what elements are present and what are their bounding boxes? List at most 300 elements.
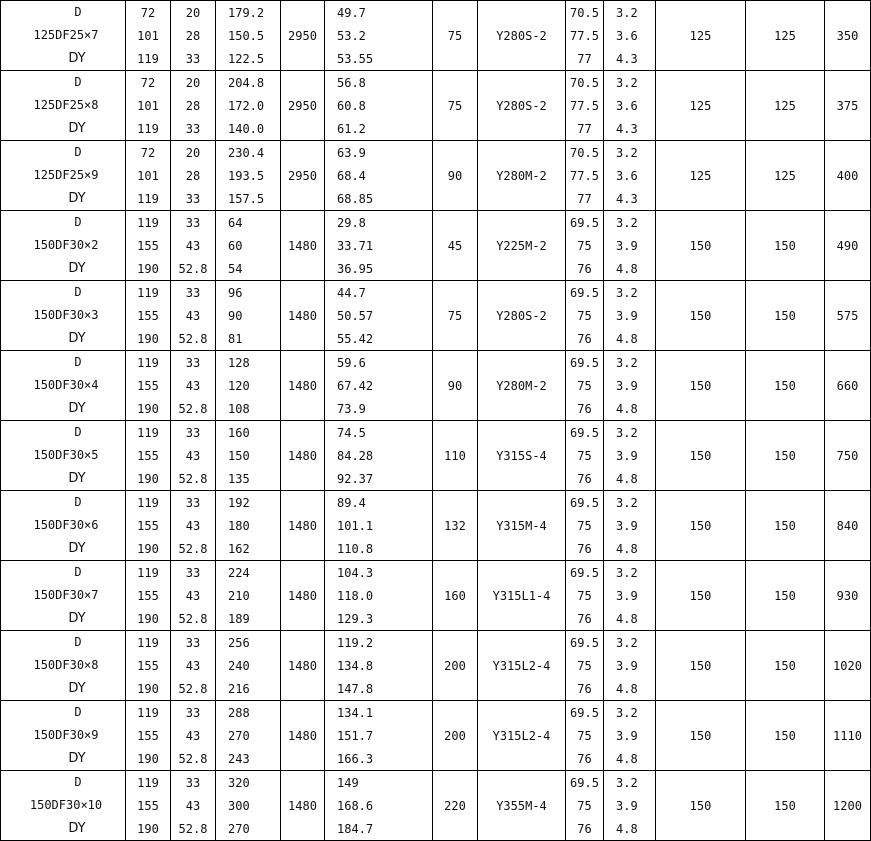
- model-cell: [1, 141, 126, 211]
- motor-power-cell: 90: [433, 141, 478, 211]
- inlet-diameter-cell: 150: [656, 421, 746, 491]
- npsh-cell-value: 3.2: [616, 495, 638, 510]
- motor-power-cell: 45: [433, 211, 478, 281]
- efficiency-cell-value: 75: [577, 658, 592, 673]
- motor-power-cell: 75: [433, 71, 478, 141]
- npsh-cell-value: 3.2: [616, 635, 638, 650]
- flow-ls-cell-value: 33: [185, 705, 201, 720]
- npsh-cell-value: 3.9: [616, 448, 638, 463]
- table-row: [1, 631, 871, 701]
- shaft-power-cell-value: 92.37: [337, 471, 374, 486]
- head-cell-value: 64: [228, 215, 243, 230]
- shaft-power-cell-value: 119.2: [337, 635, 374, 650]
- speed-cell: 2950: [281, 71, 325, 141]
- speed-cell: 1480: [281, 561, 325, 631]
- npsh-cell-value: 3.2: [616, 705, 638, 720]
- shaft-power-cell-value: 74.5: [337, 425, 366, 440]
- speed-cell: 1480: [281, 771, 325, 841]
- efficiency-cell-value: 76: [577, 331, 592, 346]
- flow-m3h-cell: [126, 1, 171, 71]
- head-cell: [216, 1, 281, 71]
- flow-m3h-cell-value: 190: [137, 751, 159, 766]
- flow-m3h-cell: [126, 491, 171, 561]
- inlet-diameter-cell: 150: [656, 701, 746, 771]
- motor-power-cell: 200: [433, 631, 478, 701]
- head-cell: [216, 71, 281, 141]
- flow-ls-cell-value: 52.8: [178, 611, 208, 626]
- head-cell-value: 81: [228, 331, 243, 346]
- model-cell: [1, 421, 126, 491]
- flow-m3h-cell: [126, 701, 171, 771]
- shaft-power-cell-value: 147.8: [337, 681, 374, 696]
- flow-m3h-cell-value: 101: [137, 28, 159, 43]
- efficiency-cell: [566, 421, 604, 491]
- head-cell: [216, 211, 281, 281]
- efficiency-cell: [566, 771, 604, 841]
- npsh-cell-value: 3.9: [616, 728, 638, 743]
- flow-ls-cell: [171, 631, 216, 701]
- head-cell: [216, 701, 281, 771]
- flow-m3h-cell-value: 155: [137, 378, 159, 393]
- flow-m3h-cell-value: 190: [137, 401, 159, 416]
- efficiency-cell: [566, 211, 604, 281]
- model-cell: [1, 71, 126, 141]
- shaft-power-cell-value: 134.1: [337, 705, 374, 720]
- head-cell-value: 96: [228, 285, 243, 300]
- model-cell-value: D: [74, 355, 82, 370]
- weight-cell: 1200: [825, 771, 871, 841]
- flow-m3h-cell-value: 119: [137, 425, 159, 440]
- motor-power-cell: 75: [433, 281, 478, 351]
- flow-ls-cell-value: 20: [185, 75, 201, 90]
- flow-m3h-cell-value: 155: [137, 728, 159, 743]
- npsh-cell-value: 3.9: [616, 378, 638, 393]
- efficiency-cell: [566, 631, 604, 701]
- npsh-cell-value: 4.8: [616, 541, 638, 556]
- efficiency-cell-value: 75: [577, 238, 592, 253]
- model-cell-value: D: [74, 215, 82, 230]
- efficiency-cell-value: 75: [577, 728, 592, 743]
- flow-ls-cell-value: 52.8: [178, 821, 208, 836]
- head-cell-value: 162: [228, 541, 250, 556]
- table-row: [1, 1, 871, 71]
- npsh-cell-value: 3.9: [616, 308, 638, 323]
- npsh-cell-value: 3.2: [616, 145, 638, 160]
- shaft-power-cell-value: 89.4: [337, 495, 366, 510]
- flow-ls-cell: [171, 491, 216, 561]
- flow-ls-cell-value: 43: [185, 798, 201, 813]
- table-row: [1, 421, 871, 491]
- shaft-power-cell: [325, 1, 433, 71]
- flow-m3h-cell-value: 119: [137, 121, 159, 136]
- model-cell-value: D: [74, 145, 82, 160]
- flow-m3h-cell-value: 119: [137, 495, 159, 510]
- shaft-power-cell-value: 84.28: [337, 448, 374, 463]
- shaft-power-cell-value: 56.8: [337, 75, 366, 90]
- shaft-power-cell-value: 36.95: [337, 261, 374, 276]
- model-cell: [1, 491, 126, 561]
- speed-cell: 1480: [281, 421, 325, 491]
- model-cell-value: DY: [68, 330, 86, 346]
- flow-ls-cell: [171, 421, 216, 491]
- flow-m3h-cell-value: 119: [137, 565, 159, 580]
- npsh-cell-value: 3.6: [616, 98, 638, 113]
- inlet-diameter-cell: 150: [656, 281, 746, 351]
- flow-m3h-cell-value: 190: [137, 261, 159, 276]
- outlet-diameter-cell: 150: [746, 771, 825, 841]
- efficiency-cell-value: 70.5: [570, 5, 599, 20]
- flow-ls-cell: [171, 211, 216, 281]
- npsh-cell-value: 4.8: [616, 261, 638, 276]
- efficiency-cell-value: 77: [577, 121, 592, 136]
- flow-ls-cell: [171, 281, 216, 351]
- flow-ls-cell: [171, 141, 216, 211]
- model-cell-value: 150DF30×2: [33, 237, 99, 252]
- flow-ls-cell-value: 43: [185, 378, 201, 393]
- efficiency-cell-value: 69.5: [570, 565, 599, 580]
- motor-model-cell: Y315L2-4: [478, 631, 566, 701]
- flow-m3h-cell-value: 155: [137, 308, 159, 323]
- outlet-diameter-cell: 150: [746, 491, 825, 561]
- motor-model-cell: Y280S-2: [478, 1, 566, 71]
- shaft-power-cell-value: 118.0: [337, 588, 374, 603]
- npsh-cell: [604, 211, 656, 281]
- shaft-power-cell-value: 59.6: [337, 355, 366, 370]
- flow-ls-cell-value: 52.8: [178, 471, 208, 486]
- shaft-power-cell-value: 55.42: [337, 331, 374, 346]
- speed-cell: 1480: [281, 351, 325, 421]
- head-cell: [216, 281, 281, 351]
- outlet-diameter-cell: 150: [746, 631, 825, 701]
- flow-ls-cell-value: 33: [185, 51, 201, 66]
- shaft-power-cell-value: 53.2: [337, 28, 366, 43]
- shaft-power-cell: [325, 491, 433, 561]
- model-cell-value: 150DF30×3: [33, 307, 99, 322]
- flow-ls-cell: [171, 771, 216, 841]
- npsh-cell-value: 3.2: [616, 215, 638, 230]
- outlet-diameter-cell: 125: [746, 71, 825, 141]
- flow-m3h-cell-value: 119: [137, 705, 159, 720]
- model-cell-value: D: [74, 495, 82, 510]
- efficiency-cell-value: 76: [577, 611, 592, 626]
- flow-ls-cell-value: 33: [185, 425, 201, 440]
- motor-power-cell: 200: [433, 701, 478, 771]
- efficiency-cell-value: 75: [577, 378, 592, 393]
- flow-m3h-cell: [126, 561, 171, 631]
- flow-ls-cell-value: 33: [185, 121, 201, 136]
- shaft-power-cell-value: 67.42: [337, 378, 374, 393]
- model-cell: [1, 211, 126, 281]
- motor-model-cell: Y280M-2: [478, 351, 566, 421]
- npsh-cell-value: 3.2: [616, 355, 638, 370]
- shaft-power-cell-value: 60.8: [337, 98, 366, 113]
- shaft-power-cell-value: 33.71: [337, 238, 374, 253]
- weight-cell: 750: [825, 421, 871, 491]
- npsh-cell-value: 4.8: [616, 401, 638, 416]
- efficiency-cell-value: 69.5: [570, 425, 599, 440]
- flow-m3h-cell-value: 101: [137, 168, 159, 183]
- weight-cell: 660: [825, 351, 871, 421]
- flow-ls-cell-value: 33: [185, 191, 201, 206]
- head-cell-value: 150.5: [228, 28, 265, 43]
- npsh-cell-value: 3.6: [616, 28, 638, 43]
- efficiency-cell-value: 70.5: [570, 145, 599, 160]
- npsh-cell-value: 4.8: [616, 751, 638, 766]
- model-cell-value: 150DF30×5: [33, 447, 99, 462]
- flow-m3h-cell: [126, 211, 171, 281]
- flow-ls-cell-value: 43: [185, 588, 201, 603]
- npsh-cell-value: 3.2: [616, 75, 638, 90]
- motor-model-cell: Y280M-2: [478, 141, 566, 211]
- inlet-diameter-cell: 125: [656, 141, 746, 211]
- shaft-power-cell: [325, 701, 433, 771]
- npsh-cell-value: 3.9: [616, 588, 638, 603]
- shaft-power-cell: [325, 281, 433, 351]
- weight-cell: 490: [825, 211, 871, 281]
- flow-ls-cell-value: 43: [185, 448, 201, 463]
- model-cell-value: DY: [68, 820, 86, 836]
- inlet-diameter-cell: 125: [656, 1, 746, 71]
- shaft-power-cell-value: 73.9: [337, 401, 366, 416]
- shaft-power-cell-value: 63.9: [337, 145, 366, 160]
- npsh-cell-value: 3.2: [616, 565, 638, 580]
- speed-cell: 1480: [281, 631, 325, 701]
- head-cell-value: 270: [228, 821, 250, 836]
- weight-cell: 840: [825, 491, 871, 561]
- npsh-cell-value: 3.9: [616, 518, 638, 533]
- inlet-diameter-cell: 125: [656, 71, 746, 141]
- npsh-cell-value: 3.2: [616, 5, 638, 20]
- flow-ls-cell-value: 33: [185, 775, 201, 790]
- flow-m3h-cell-value: 190: [137, 611, 159, 626]
- shaft-power-cell: [325, 561, 433, 631]
- model-cell-value: 150DF30×6: [33, 517, 99, 532]
- motor-model-cell: Y280S-2: [478, 71, 566, 141]
- efficiency-cell-value: 77.5: [570, 98, 599, 113]
- head-cell-value: 256: [228, 635, 250, 650]
- flow-ls-cell-value: 52.8: [178, 331, 208, 346]
- flow-m3h-cell: [126, 141, 171, 211]
- motor-model-cell: Y315M-4: [478, 491, 566, 561]
- npsh-cell: [604, 771, 656, 841]
- head-cell-value: 300: [228, 798, 250, 813]
- flow-m3h-cell-value: 72: [140, 5, 156, 20]
- head-cell-value: 122.5: [228, 51, 265, 66]
- npsh-cell: [604, 561, 656, 631]
- flow-m3h-cell-value: 190: [137, 331, 159, 346]
- flow-m3h-cell-value: 155: [137, 518, 159, 533]
- npsh-cell-value: 4.8: [616, 821, 638, 836]
- efficiency-cell: [566, 281, 604, 351]
- efficiency-cell-value: 69.5: [570, 635, 599, 650]
- flow-ls-cell-value: 43: [185, 658, 201, 673]
- shaft-power-cell: [325, 771, 433, 841]
- model-cell-value: D: [74, 75, 82, 90]
- npsh-cell: [604, 351, 656, 421]
- npsh-cell-value: 4.3: [616, 121, 638, 136]
- model-cell: [1, 771, 126, 841]
- flow-ls-cell-value: 20: [185, 5, 201, 20]
- head-cell-value: 224: [228, 565, 250, 580]
- efficiency-cell-value: 69.5: [570, 495, 599, 510]
- table-row: [1, 71, 871, 141]
- model-cell: [1, 631, 126, 701]
- speed-cell: 2950: [281, 1, 325, 71]
- shaft-power-cell-value: 68.4: [337, 168, 366, 183]
- model-cell-value: 125DF25×9: [33, 167, 99, 182]
- outlet-diameter-cell: 150: [746, 351, 825, 421]
- efficiency-cell-value: 77: [577, 191, 592, 206]
- npsh-cell-value: 4.8: [616, 471, 638, 486]
- flow-ls-cell: [171, 561, 216, 631]
- shaft-power-cell: [325, 141, 433, 211]
- shaft-power-cell-value: 129.3: [337, 611, 374, 626]
- shaft-power-cell-value: 53.55: [337, 51, 374, 66]
- model-cell-value: DY: [68, 750, 86, 766]
- npsh-cell-value: 3.9: [616, 798, 638, 813]
- flow-ls-cell-value: 52.8: [178, 541, 208, 556]
- motor-power-cell: 160: [433, 561, 478, 631]
- shaft-power-cell-value: 49.7: [337, 5, 366, 20]
- efficiency-cell-value: 77.5: [570, 168, 599, 183]
- model-cell-value: 150DF30×7: [33, 587, 99, 602]
- flow-m3h-cell-value: 155: [137, 798, 159, 813]
- flow-ls-cell-value: 33: [185, 285, 201, 300]
- npsh-cell: [604, 491, 656, 561]
- head-cell-value: 192: [228, 495, 250, 510]
- efficiency-cell-value: 69.5: [570, 775, 599, 790]
- efficiency-cell-value: 75: [577, 308, 592, 323]
- efficiency-cell-value: 75: [577, 518, 592, 533]
- model-cell-value: D: [74, 425, 82, 440]
- flow-m3h-cell: [126, 631, 171, 701]
- head-cell-value: 216: [228, 681, 250, 696]
- npsh-cell-value: 4.8: [616, 681, 638, 696]
- model-cell-value: D: [74, 285, 82, 300]
- efficiency-cell: [566, 561, 604, 631]
- efficiency-cell: [566, 351, 604, 421]
- head-cell-value: 243: [228, 751, 250, 766]
- flow-ls-cell-value: 43: [185, 728, 201, 743]
- head-cell-value: 150: [228, 448, 250, 463]
- model-cell: [1, 1, 126, 71]
- flow-ls-cell-value: 52.8: [178, 261, 208, 276]
- flow-ls-cell-value: 33: [185, 635, 201, 650]
- shaft-power-cell-value: 151.7: [337, 728, 374, 743]
- head-cell-value: 172.0: [228, 98, 265, 113]
- flow-ls-cell-value: 33: [185, 215, 201, 230]
- head-cell-value: 90: [228, 308, 243, 323]
- npsh-cell: [604, 141, 656, 211]
- weight-cell: 400: [825, 141, 871, 211]
- flow-m3h-cell-value: 119: [137, 51, 159, 66]
- flow-ls-cell-value: 33: [185, 565, 201, 580]
- flow-m3h-cell-value: 119: [137, 775, 159, 790]
- npsh-cell: [604, 281, 656, 351]
- npsh-cell-value: 3.2: [616, 775, 638, 790]
- flow-ls-cell-value: 28: [185, 28, 201, 43]
- head-cell-value: 189: [228, 611, 250, 626]
- head-cell-value: 54: [228, 261, 243, 276]
- npsh-cell-value: 3.2: [616, 425, 638, 440]
- flow-m3h-cell-value: 190: [137, 541, 159, 556]
- efficiency-cell: [566, 71, 604, 141]
- model-cell-value: 125DF25×8: [33, 97, 99, 112]
- efficiency-cell-value: 76: [577, 471, 592, 486]
- head-cell: [216, 491, 281, 561]
- efficiency-cell-value: 75: [577, 798, 592, 813]
- npsh-cell: [604, 1, 656, 71]
- efficiency-cell-value: 69.5: [570, 285, 599, 300]
- motor-power-cell: 132: [433, 491, 478, 561]
- npsh-cell: [604, 71, 656, 141]
- head-cell-value: 140.0: [228, 121, 265, 136]
- inlet-diameter-cell: 150: [656, 561, 746, 631]
- head-cell-value: 179.2: [228, 5, 265, 20]
- model-cell-value: D: [74, 565, 82, 580]
- flow-ls-cell: [171, 701, 216, 771]
- head-cell: [216, 631, 281, 701]
- weight-cell: 1110: [825, 701, 871, 771]
- motor-model-cell: Y315L1-4: [478, 561, 566, 631]
- shaft-power-cell-value: 101.1: [337, 518, 374, 533]
- shaft-power-cell-value: 134.8: [337, 658, 374, 673]
- motor-model-cell: Y280S-2: [478, 281, 566, 351]
- shaft-power-cell: [325, 351, 433, 421]
- weight-cell: 575: [825, 281, 871, 351]
- npsh-cell-value: 3.6: [616, 168, 638, 183]
- inlet-diameter-cell: 150: [656, 351, 746, 421]
- model-cell-value: DY: [68, 540, 86, 556]
- shaft-power-cell-value: 168.6: [337, 798, 374, 813]
- efficiency-cell-value: 69.5: [570, 705, 599, 720]
- efficiency-cell-value: 76: [577, 751, 592, 766]
- head-cell: [216, 771, 281, 841]
- npsh-cell: [604, 701, 656, 771]
- motor-power-cell: 220: [433, 771, 478, 841]
- efficiency-cell-value: 75: [577, 448, 592, 463]
- flow-m3h-cell-value: 155: [137, 448, 159, 463]
- speed-cell: 1480: [281, 211, 325, 281]
- efficiency-cell-value: 76: [577, 401, 592, 416]
- model-cell: [1, 701, 126, 771]
- flow-ls-cell-value: 52.8: [178, 751, 208, 766]
- flow-ls-cell: [171, 351, 216, 421]
- motor-model-cell: Y315L2-4: [478, 701, 566, 771]
- flow-m3h-cell: [126, 71, 171, 141]
- table-row: [1, 351, 871, 421]
- flow-ls-cell-value: 20: [185, 145, 201, 160]
- weight-cell: 1020: [825, 631, 871, 701]
- table-row: [1, 211, 871, 281]
- speed-cell: 2950: [281, 141, 325, 211]
- shaft-power-cell-value: 68.85: [337, 191, 374, 206]
- model-cell-value: DY: [68, 120, 86, 136]
- efficiency-cell: [566, 141, 604, 211]
- speed-cell: 1480: [281, 491, 325, 561]
- npsh-cell: [604, 421, 656, 491]
- flow-ls-cell-value: 43: [185, 518, 201, 533]
- inlet-diameter-cell: 150: [656, 211, 746, 281]
- head-cell-value: 180: [228, 518, 250, 533]
- model-cell-value: D: [74, 775, 82, 790]
- head-cell-value: 204.8: [228, 75, 265, 90]
- npsh-cell-value: 4.3: [616, 191, 638, 206]
- efficiency-cell: [566, 491, 604, 561]
- flow-m3h-cell: [126, 281, 171, 351]
- head-cell-value: 128: [228, 355, 250, 370]
- shaft-power-cell: [325, 211, 433, 281]
